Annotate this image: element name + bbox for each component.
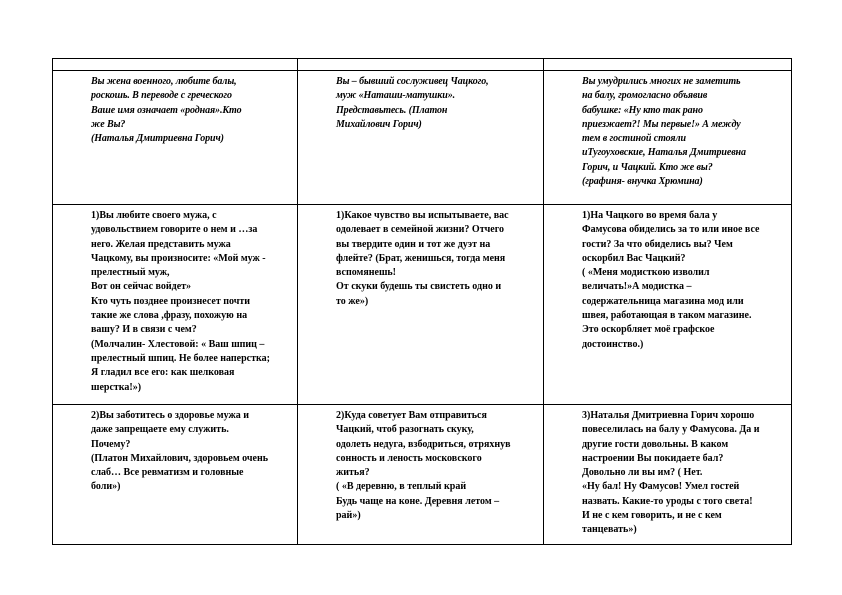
table-header-row	[53, 59, 792, 71]
table-row	[53, 205, 792, 405]
table-row	[53, 71, 792, 205]
question-text: 2)Вы заботитесь о здоровье мужа и даже запрещаете ему служить. Почему? (Платон Михайлович, здоровьем очень слаб… Все ревматизм и головные боли»)	[91, 410, 269, 493]
table-cell	[298, 205, 544, 405]
table-cell	[298, 405, 544, 545]
table-row	[53, 405, 792, 545]
question-text: 1)Какое чувство вы испытываете, вас одолевает в семейной жизни? Отчего вы твердите один и тот же дуэт на флейте? (Брат, женишься, тогда меня вспомянешь! От скуки будешь ты свистеть одно и то же»)	[336, 210, 509, 307]
character-riddle: Вы умудрились многих не заметить на балу, громогласно объявив бабушке: «Ну кто так рано приезжает?! Мы первые!» А между тем в гостиной стояли иТугоуховские, Наталья Дмитриевна Горич, и Чацкий. Кто же вы? (графиня- внучка Хрюмина)	[582, 76, 746, 188]
header-cell	[298, 59, 544, 71]
character-riddle: Вы – бывший сослуживец Чацкого, муж «Наташи-матушки». Представьтесь. (Платон Михайлович Горич)	[336, 76, 489, 130]
table-cell	[53, 405, 298, 545]
table-cell	[53, 71, 298, 205]
header-cell	[53, 59, 298, 71]
question-text: 3)Наталья Дмитриевна Горич хорошо повеселилась на балу у Фамусова. Да и другие гости довольны. В каком настроении Вы покидаете бал? Довольно ли вы им? ( Нет. «Ну бал! Ну Фамусов! Умел гостей назвать. Какие-то уроды с того света! И не с кем говорить, и не с кем танцевать»)	[582, 410, 760, 536]
table-cell	[298, 71, 544, 205]
question-text: 1)Вы любите своего мужа, с удовольствием говорите о нем и …за него. Желая представить мужа Чацкому, вы произносите: «Мой муж - прелестный муж, Вот он сейчас войдет» Кто чуть позднее произнесет почти такие же слова ,фразу, похожую на вашу? И в связи с чем? (Молчалин- Хлестовой: « Ваш шпиц – прелестный шпиц. Не более наперстка; Я гладил все его: как шелковая шерстка!»)	[91, 210, 270, 393]
header-cell	[544, 59, 792, 71]
quiz-table	[52, 58, 792, 545]
character-riddle: Вы жена военного, любите балы, роскошь. В переводе с греческого Ваше имя означает «родная».Кто же Вы? (Наталья Дмитриевна Горич)	[91, 76, 242, 145]
table-cell	[53, 205, 298, 405]
question-text: 2)Куда советует Вам отправиться Чацкий, чтоб разогнать скуку, одолеть недуга, взбодриться, отряхнув сонность и леность московского житья? ( «В деревню, в теплый край Будь чаще на коне. Деревня летом – рай»)	[336, 410, 511, 522]
table-cell	[544, 205, 792, 405]
table-cell	[544, 405, 792, 545]
table-cell	[544, 71, 792, 205]
question-text: 1)На Чацкого во время бала у Фамусова обиделись за то или иное все гости? За что обиделись вы? Чем оскорбил Вас Чацкий? ( «Меня модисткою изволил величать!»А модистка – содержательница магазина мод или швея, работающая в таком магазине. Это оскорбляет моё графское достоинство.)	[582, 210, 760, 350]
